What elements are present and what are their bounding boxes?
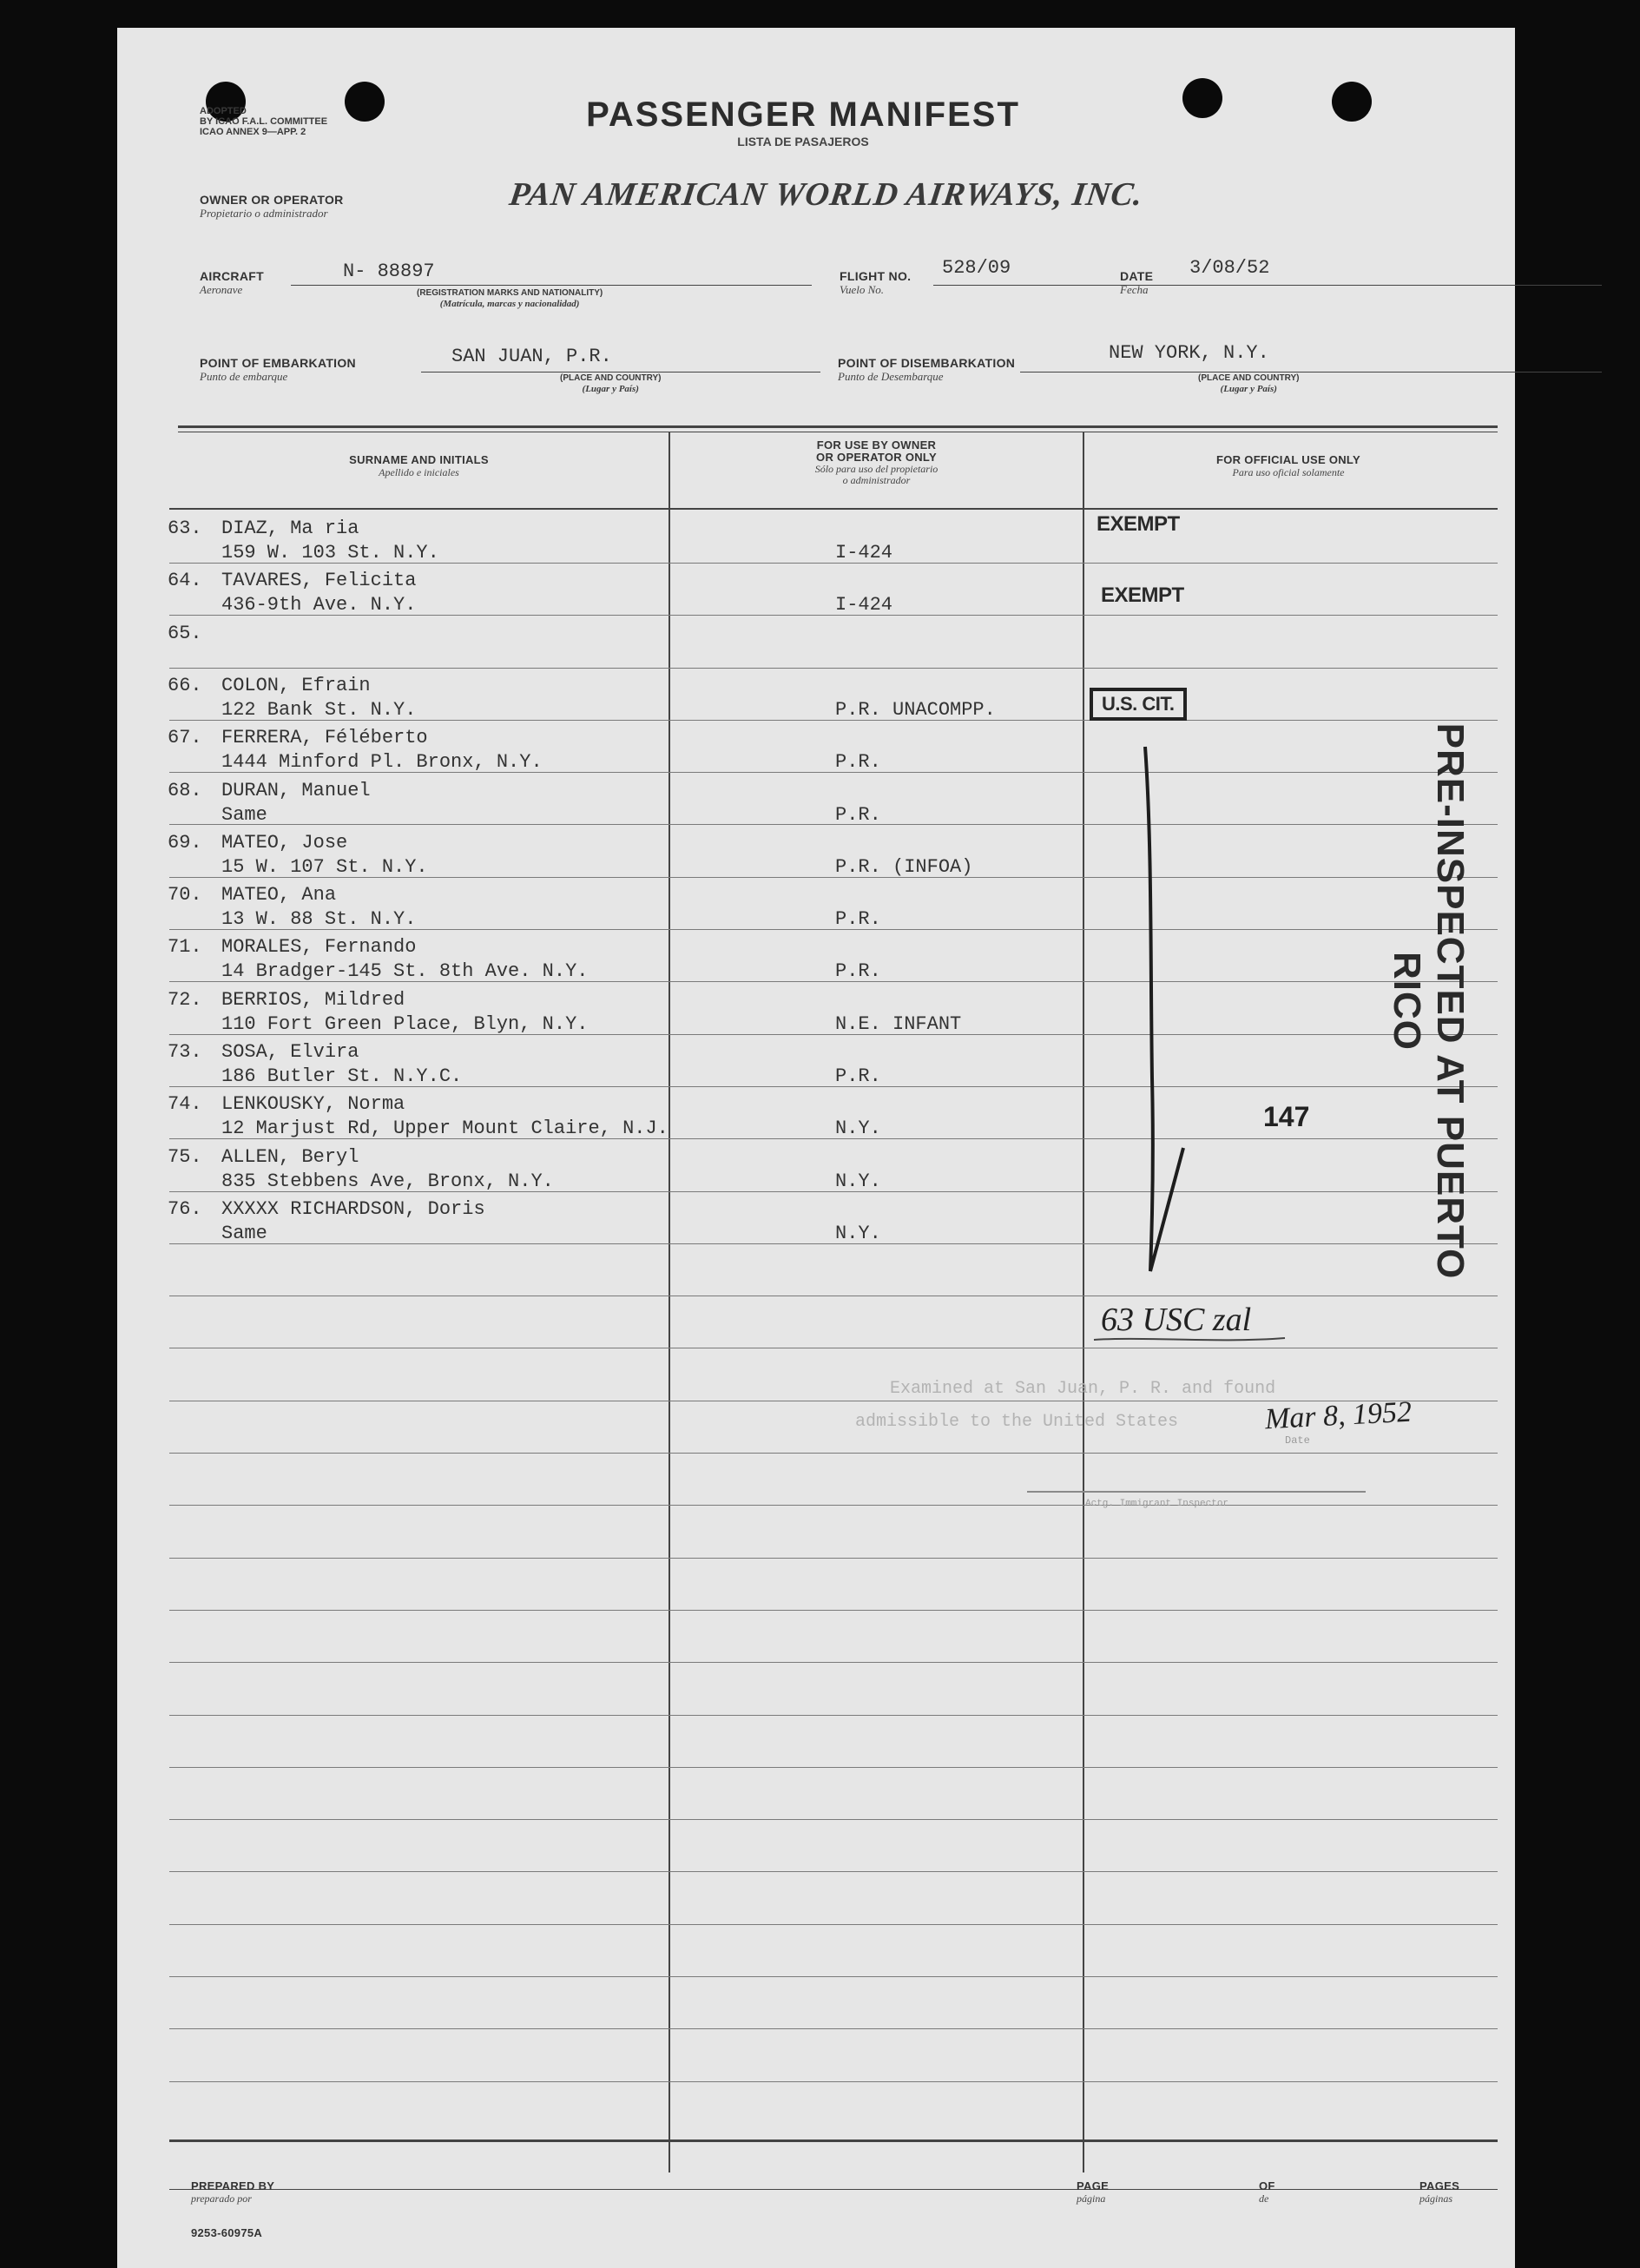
passenger-address: 436-9th Ave. N.Y. — [221, 594, 417, 616]
passenger-address: 13 W. 88 St. N.Y. — [221, 908, 417, 930]
form-reference: ADOPTED BY ICAO F.A.L. COMMITTEE ICAO ANNEX 9—APP. 2 — [200, 106, 328, 137]
owner-use-code: N.Y. — [835, 1170, 881, 1192]
ruled-line — [169, 1610, 1498, 1611]
ruled-line — [169, 1767, 1498, 1768]
owner-use-code: N.Y. — [835, 1118, 881, 1139]
flight-label: FLIGHT NO. Vuelo No. — [840, 269, 912, 296]
owner-use-code: P.R. — [835, 751, 881, 773]
passenger-number: 72. — [168, 989, 202, 1011]
place-note: (PLACE AND COUNTRY) (Lugar y País) — [560, 373, 662, 394]
page-title: PASSENGER MANIFEST — [586, 96, 1020, 134]
passenger-name: MATEO, Jose — [221, 832, 348, 854]
field-underline — [1172, 285, 1602, 286]
aircraft-value: N- 88897 — [343, 260, 435, 282]
passenger-number: 65. — [168, 623, 202, 644]
owner-use-code: P.R. UNACOMPP. — [835, 699, 996, 721]
of-label: OF de — [1259, 2179, 1275, 2205]
signature-line — [1027, 1491, 1366, 1493]
owner-use-code: I-424 — [835, 594, 893, 616]
passenger-address: 110 Fort Green Place, Blyn, N.Y. — [221, 1013, 589, 1035]
footer-rule — [169, 2189, 1498, 2190]
disembark-value: NEW YORK, N.Y. — [1109, 342, 1269, 364]
passenger-name: ALLEN, Beryl — [221, 1146, 359, 1168]
passenger-address: 186 Butler St. N.Y.C. — [221, 1065, 463, 1087]
ruled-line — [169, 2028, 1498, 2029]
passenger-address: 12 Marjust Rd, Upper Mount Claire, N.J. — [221, 1118, 669, 1139]
pages-label: PAGES páginas — [1419, 2179, 1460, 2205]
date-label: DATE Fecha — [1120, 269, 1154, 296]
owner-use-code: P.R. (INFOA) — [835, 856, 973, 878]
flight-value: 528/09 — [942, 257, 1011, 279]
column-header-owner-use: FOR USE BY OWNER OR OPERATOR ONLY Sólo para uso del propietario o administrador — [814, 438, 939, 486]
title-block — [569, 96, 1037, 148]
passenger-address: 122 Bank St. N.Y. — [221, 699, 417, 721]
passenger-number: 75. — [168, 1146, 202, 1168]
passenger-name: FERRERA, Féléberto — [221, 727, 428, 748]
ruled-line — [169, 1243, 1498, 1244]
examined-date: Mar 8, 1952 — [1264, 1395, 1413, 1436]
ruled-line — [169, 1924, 1498, 1925]
ruled-line — [169, 1976, 1498, 1977]
ruled-line — [169, 2081, 1498, 2082]
aircraft-label: AIRCRAFT Aeronave — [200, 269, 264, 296]
owner-use-code: N.Y. — [835, 1223, 881, 1244]
passenger-number: 67. — [168, 727, 202, 748]
passenger-name: COLON, Efrain — [221, 675, 371, 696]
examined-stamp-line: admissible to the United States — [855, 1412, 1179, 1432]
column-header-surname: SURNAME AND INITIALS Apellido e iniciales — [349, 453, 489, 478]
passenger-number: 71. — [168, 936, 202, 958]
passenger-name: LENKOUSKY, Norma — [221, 1093, 405, 1115]
punch-hole — [1182, 78, 1222, 118]
manifest-sheet — [117, 28, 1515, 2268]
ruled-line — [169, 668, 1498, 669]
ruled-line — [169, 1505, 1498, 1506]
examined-stamp-line: Examined at San Juan, P. R. and found — [890, 1379, 1276, 1399]
ruled-line — [169, 1819, 1498, 1820]
field-underline — [291, 285, 812, 286]
passenger-name: TAVARES, Felicita — [221, 570, 417, 591]
passenger-name: MORALES, Fernando — [221, 936, 417, 958]
registration-note: (REGISTRATION MARKS AND NATIONALITY) (Matrícula, marcas y nacionalidad) — [417, 288, 603, 309]
pre-inspected-stamp: PRE-INSPECTED AT PUERTO RICO — [1386, 722, 1472, 1280]
punch-hole — [1332, 82, 1372, 122]
passenger-address: Same — [221, 1223, 267, 1244]
disembark-label: POINT OF DISEMBARKATION Punto de Desembarque — [838, 356, 1016, 383]
page-subtitle: LISTA DE PASAJEROS — [737, 135, 869, 148]
passenger-count: 147 — [1263, 1101, 1310, 1132]
field-underline — [933, 285, 1211, 286]
owner-use-code: P.R. — [835, 1065, 881, 1087]
embark-value: SAN JUAN, P.R. — [451, 346, 612, 367]
column-divider — [669, 432, 670, 2172]
passenger-address: 835 Stebbens Ave, Bronx, N.Y. — [221, 1170, 554, 1192]
inspector-caption: Actg. Immigrant Inspector — [1085, 1499, 1229, 1509]
ruled-line — [169, 824, 1498, 825]
exempt-stamp: EXEMPT — [1101, 583, 1184, 607]
date-caption: Date — [1285, 1434, 1310, 1447]
exempt-stamp: EXEMPT — [1097, 512, 1180, 536]
passenger-name: DURAN, Manuel — [221, 780, 371, 801]
passenger-number: 69. — [168, 832, 202, 854]
passenger-number: 64. — [168, 570, 202, 591]
us-citizen-stamp: U.S. CIT. — [1090, 688, 1187, 721]
column-divider — [1083, 432, 1084, 2172]
handwritten-note: 63 USC zal — [1101, 1302, 1252, 1338]
passenger-address: 1444 Minford Pl. Bronx, N.Y. — [221, 751, 543, 773]
prepared-by-label: PREPARED BY preparado por — [191, 2179, 275, 2205]
owner-use-code: I-424 — [835, 542, 893, 564]
operator-name: PAN AMERICAN WORLD AIRWAYS, INC. — [507, 176, 1146, 213]
passenger-address: 14 Bradger-145 St. 8th Ave. N.Y. — [221, 960, 589, 982]
passenger-number: 66. — [168, 675, 202, 696]
punch-hole — [345, 82, 385, 122]
passenger-number: 76. — [168, 1198, 202, 1220]
owner-use-code: P.R. — [835, 908, 881, 930]
owner-use-code: P.R. — [835, 960, 881, 982]
passenger-name: DIAZ, Ma ria — [221, 518, 359, 539]
place-note: (PLACE AND COUNTRY) (Lugar y País) — [1198, 373, 1300, 394]
ruled-line — [169, 1453, 1498, 1454]
passenger-address: 15 W. 107 St. N.Y. — [221, 856, 428, 878]
passenger-address: 159 W. 103 St. N.Y. — [221, 542, 439, 564]
table-bottom-rule — [169, 2139, 1498, 2142]
passenger-name: MATEO, Ana — [221, 884, 337, 906]
field-underline — [1020, 372, 1602, 373]
header-rule — [169, 508, 1498, 510]
date-value: 3/08/52 — [1189, 257, 1270, 279]
owner-label: OWNER OR OPERATOR Propietario o administrador — [200, 193, 344, 220]
field-underline — [421, 372, 820, 373]
passenger-number: 74. — [168, 1093, 202, 1115]
note-underline — [1090, 1335, 1289, 1345]
ruled-line — [169, 1558, 1498, 1559]
passenger-number: 68. — [168, 780, 202, 801]
ruled-line — [169, 1715, 1498, 1716]
form-number: 9253-60975A — [191, 2226, 263, 2239]
embark-label: POINT OF EMBARKATION Punto de embarque — [200, 356, 356, 383]
ruled-line — [169, 1871, 1498, 1872]
passenger-name: BERRIOS, Mildred — [221, 989, 405, 1011]
page-label: PAGE página — [1077, 2179, 1110, 2205]
handwritten-bracket — [1133, 740, 1211, 1278]
passenger-name: SOSA, Elvira — [221, 1041, 359, 1063]
passenger-number: 70. — [168, 884, 202, 906]
table-top-rule — [178, 425, 1498, 428]
passenger-address: Same — [221, 804, 267, 826]
owner-use-code: P.R. — [835, 804, 881, 826]
passenger-number: 63. — [168, 518, 202, 539]
passenger-name: XXXXX RICHARDSON, Doris — [221, 1198, 485, 1220]
column-header-official-use: FOR OFFICIAL USE ONLY Para uso oficial solamente — [1216, 453, 1360, 478]
passenger-number: 73. — [168, 1041, 202, 1063]
owner-use-code: N.E. INFANT — [835, 1013, 962, 1035]
ruled-line — [169, 1662, 1498, 1663]
